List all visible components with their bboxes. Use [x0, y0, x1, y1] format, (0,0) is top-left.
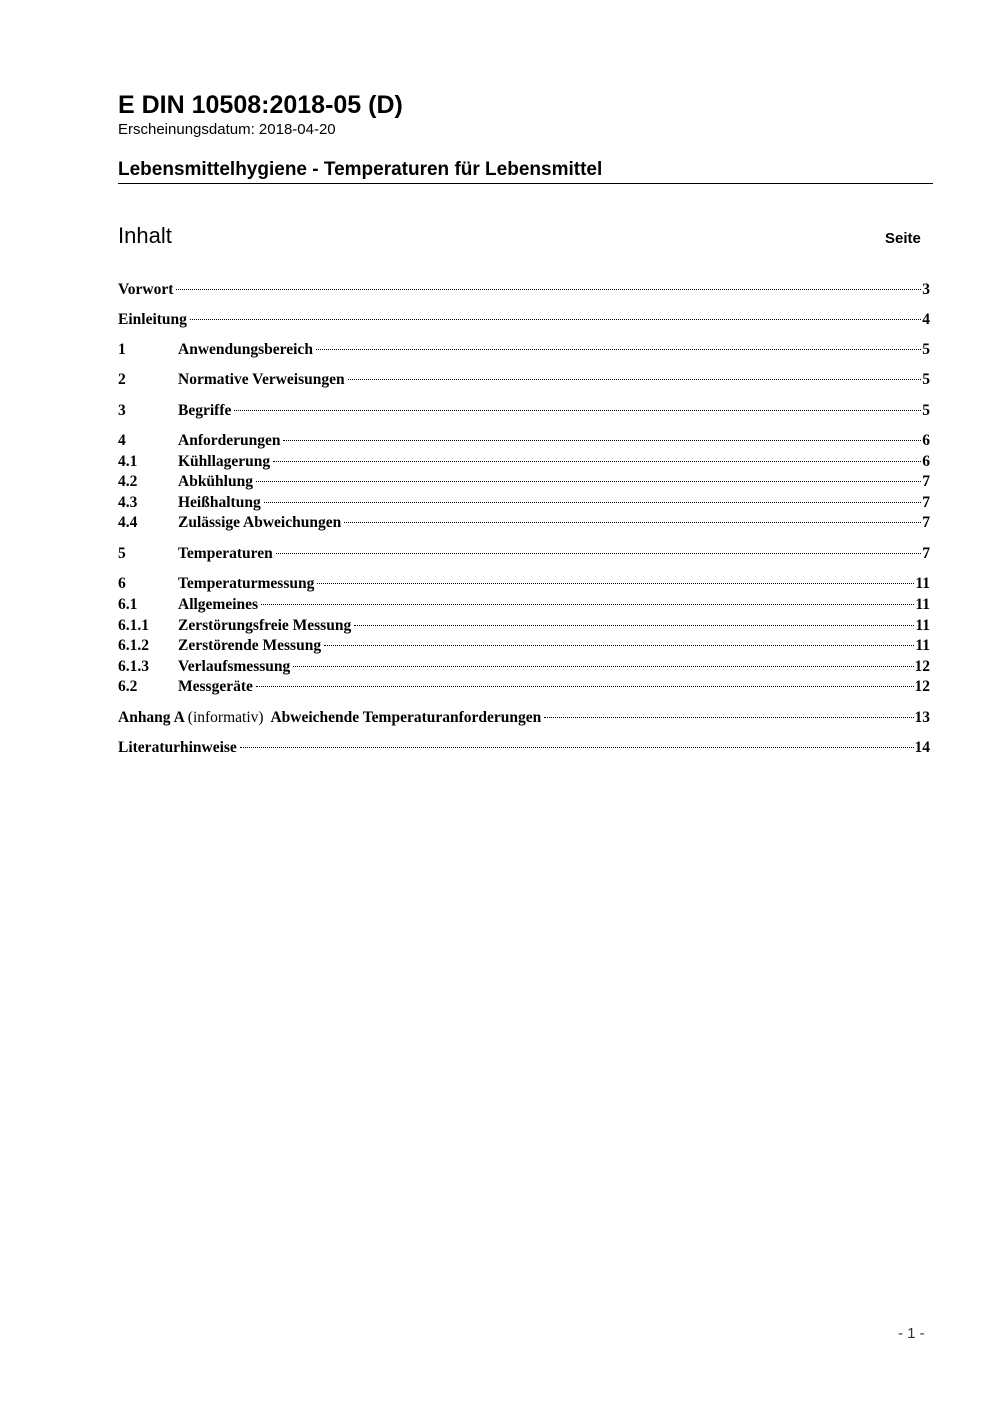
toc-entry-title: Temperaturmessung	[178, 575, 315, 592]
toc-dot-leader	[234, 410, 921, 411]
toc-annex-note: (informativ)	[187, 709, 264, 726]
toc-dot-leader	[544, 717, 913, 718]
toc-entry-literaturhinweise[interactable]	[118, 738, 930, 758]
toc-entry-number: 4.1	[118, 453, 138, 470]
toc-entry-6[interactable]	[118, 574, 930, 594]
toc-entry-number: 6.1.1	[118, 617, 149, 634]
toc-entry-number: 6.1.3	[118, 658, 149, 675]
toc-entry-page: 5	[922, 341, 930, 358]
toc-entry-vorwort[interactable]	[118, 280, 930, 300]
toc-entry-6-2[interactable]	[118, 677, 930, 697]
toc-dot-leader	[256, 481, 921, 482]
page-number: - 1 -	[898, 1325, 925, 1342]
toc-entry-number: 6	[118, 575, 126, 592]
toc-dot-leader	[264, 502, 922, 503]
toc-entry-number: 6.1.2	[118, 637, 149, 654]
toc-entry-6-1-2[interactable]	[118, 636, 930, 656]
toc-entry-number: 6.1	[118, 596, 138, 613]
document-subtitle: Lebensmittelhygiene - Temperaturen für Lebensmittel	[118, 159, 603, 180]
toc-entry-page: 7	[922, 545, 930, 562]
toc-entry-5[interactable]	[118, 544, 930, 564]
toc-entry-number: 5	[118, 545, 126, 562]
toc-entry-page: 14	[914, 739, 930, 756]
toc-dot-leader	[324, 645, 914, 646]
toc-dot-leader	[176, 289, 921, 290]
toc-dot-leader	[256, 686, 914, 687]
toc-entry-title: Zulässige Abweichungen	[178, 514, 342, 531]
toc-entry-anhang-a[interactable]	[118, 708, 930, 728]
toc-entry-4-1[interactable]	[118, 452, 930, 472]
toc-entry-page: 11	[915, 637, 930, 654]
toc-entry-title: Kühllagerung	[178, 453, 271, 470]
toc-entry-4[interactable]	[118, 431, 930, 451]
toc-annex-label	[118, 708, 541, 728]
toc-entry-title: Vorwort	[118, 281, 174, 298]
toc-entry-number: 3	[118, 402, 126, 419]
toc-dot-leader	[354, 625, 914, 626]
toc-entry-2[interactable]	[118, 370, 930, 390]
toc-heading: Inhalt	[118, 223, 172, 248]
toc-dot-leader	[348, 379, 922, 380]
toc-entry-title: Literaturhinweise	[118, 739, 237, 756]
toc-entry-page: 12	[914, 658, 930, 675]
toc-entry-number: 1	[118, 341, 126, 358]
toc-entry-page: 5	[922, 402, 930, 419]
toc-entry-page: 11	[915, 596, 930, 613]
toc-entry-number: 4.4	[118, 514, 138, 531]
toc-dot-leader	[293, 666, 913, 667]
toc-entry-1[interactable]	[118, 340, 930, 360]
toc-entry-page: 5	[922, 371, 930, 388]
toc-entry-title: Einleitung	[118, 311, 187, 328]
toc-entry-page: 7	[922, 473, 930, 490]
toc-entry-page: 4	[922, 311, 930, 328]
toc-entry-title: Heißhaltung	[178, 494, 261, 511]
toc-entry-number: 6.2	[118, 678, 138, 695]
toc-entry-einleitung[interactable]	[118, 310, 930, 330]
toc-entry-title: Verlaufsmessung	[178, 658, 291, 675]
toc-entry-6-1-1[interactable]	[118, 616, 930, 636]
toc-entry-title: Abkühlung	[178, 473, 253, 490]
toc-entry-page: 3	[922, 281, 930, 298]
toc-entry-page: 12	[914, 678, 930, 695]
toc-entry-page: 6	[922, 453, 930, 470]
toc-entry-page: 11	[915, 575, 930, 592]
toc-dot-leader	[261, 604, 914, 605]
toc-entry-page: 7	[922, 514, 930, 531]
toc-entry-number: 4	[118, 432, 126, 449]
toc-entry-number: 4.2	[118, 473, 138, 490]
toc-entry-title: Anwendungsbereich	[178, 341, 313, 358]
toc-entry-title: Zerstörungsfreie Messung	[178, 617, 352, 634]
publication-date: Erscheinungsdatum: 2018-04-20	[118, 121, 336, 138]
toc-entry-title: Temperaturen	[178, 545, 273, 562]
toc-dot-leader	[276, 553, 922, 554]
toc-page-column-label: Seite	[885, 230, 921, 247]
toc-entry-title: Allgemeines	[178, 596, 259, 613]
toc-dot-leader	[316, 349, 921, 350]
toc-dot-leader	[283, 440, 921, 441]
toc-entry-page: 11	[915, 617, 930, 634]
toc-entry-6-1[interactable]	[118, 595, 930, 615]
toc-entry-number: 4.3	[118, 494, 138, 511]
toc-entry-3[interactable]	[118, 401, 930, 421]
toc-dot-leader	[344, 522, 921, 523]
toc-dot-leader	[317, 583, 914, 584]
toc-dot-leader	[190, 319, 921, 320]
toc-entry-4-4[interactable]	[118, 513, 930, 533]
toc-entry-page: 13	[914, 709, 930, 726]
toc-entry-page: 6	[922, 432, 930, 449]
toc-entry-6-1-3[interactable]	[118, 657, 930, 677]
toc-entry-title: Zerstörende Messung	[178, 637, 322, 654]
subtitle-divider	[118, 183, 933, 184]
toc-dot-leader	[240, 747, 914, 748]
toc-entry-title: Messgeräte	[178, 678, 253, 695]
toc-annex-letter: Anhang A	[118, 709, 184, 726]
toc-entry-title: Abweichende Temperaturanforderungen	[270, 709, 542, 726]
toc-entry-title: Anforderungen	[178, 432, 281, 449]
toc-entry-number: 2	[118, 371, 126, 388]
toc-entry-title: Normative Verweisungen	[178, 371, 345, 388]
toc-entry-4-2[interactable]	[118, 472, 930, 492]
toc-entry-page: 7	[922, 494, 930, 511]
toc-entry-4-3[interactable]	[118, 493, 930, 513]
toc-entry-title: Begriffe	[178, 402, 232, 419]
document-title: E DIN 10508:2018-05 (D)	[118, 91, 403, 119]
toc-dot-leader	[273, 461, 921, 462]
